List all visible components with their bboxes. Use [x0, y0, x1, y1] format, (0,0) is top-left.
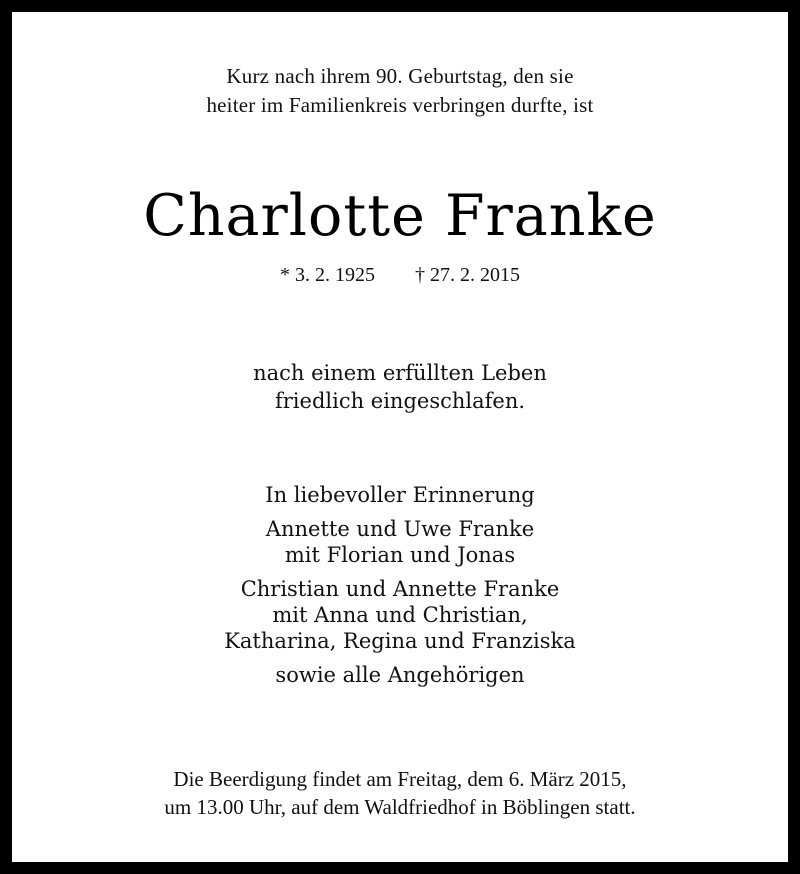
life-dates [12, 262, 788, 288]
intro-text [12, 62, 788, 120]
deceased-name: Charlotte Franke [143, 183, 657, 249]
mourner-line: mit Anna und Christian, [272, 603, 528, 627]
funeral-line: um 13.00 Uhr, auf dem Waldfriedhof in Böblingen statt. [164, 795, 636, 819]
funeral-info [12, 765, 788, 821]
mourner-line: Christian und Annette Franke [240, 577, 560, 601]
passing-line: friedlich eingeschlafen. [274, 389, 526, 413]
mourner-line: In liebevoller Erinnerung [265, 483, 535, 507]
mourner-group [12, 576, 788, 654]
passing-line: nach einem erfüllten Leben [253, 361, 547, 385]
passing-text [12, 359, 788, 415]
mourner-group [12, 516, 788, 568]
birth-date: * 3. 2. 1925 [280, 264, 375, 286]
obituary-notice [12, 12, 788, 862]
mourners-list [12, 482, 788, 696]
funeral-line: Die Beerdigung findet am Freitag, dem 6. März 2015, [173, 767, 627, 791]
mourner-group [12, 662, 788, 688]
intro-line: Kurz nach ihrem 90. Geburtstag, den sie [226, 64, 574, 88]
mourner-line: Katharina, Regina und Franziska [224, 629, 576, 653]
mourner-line: sowie alle Angehörigen [275, 663, 525, 687]
death-date: † 27. 2. 2015 [415, 264, 520, 286]
intro-line: heiter im Familienkreis verbringen durfte, ist [206, 93, 594, 117]
mourner-group [12, 482, 788, 508]
mourner-line: mit Florian und Jonas [284, 543, 516, 567]
mourner-line: Annette und Uwe Franke [265, 517, 535, 541]
